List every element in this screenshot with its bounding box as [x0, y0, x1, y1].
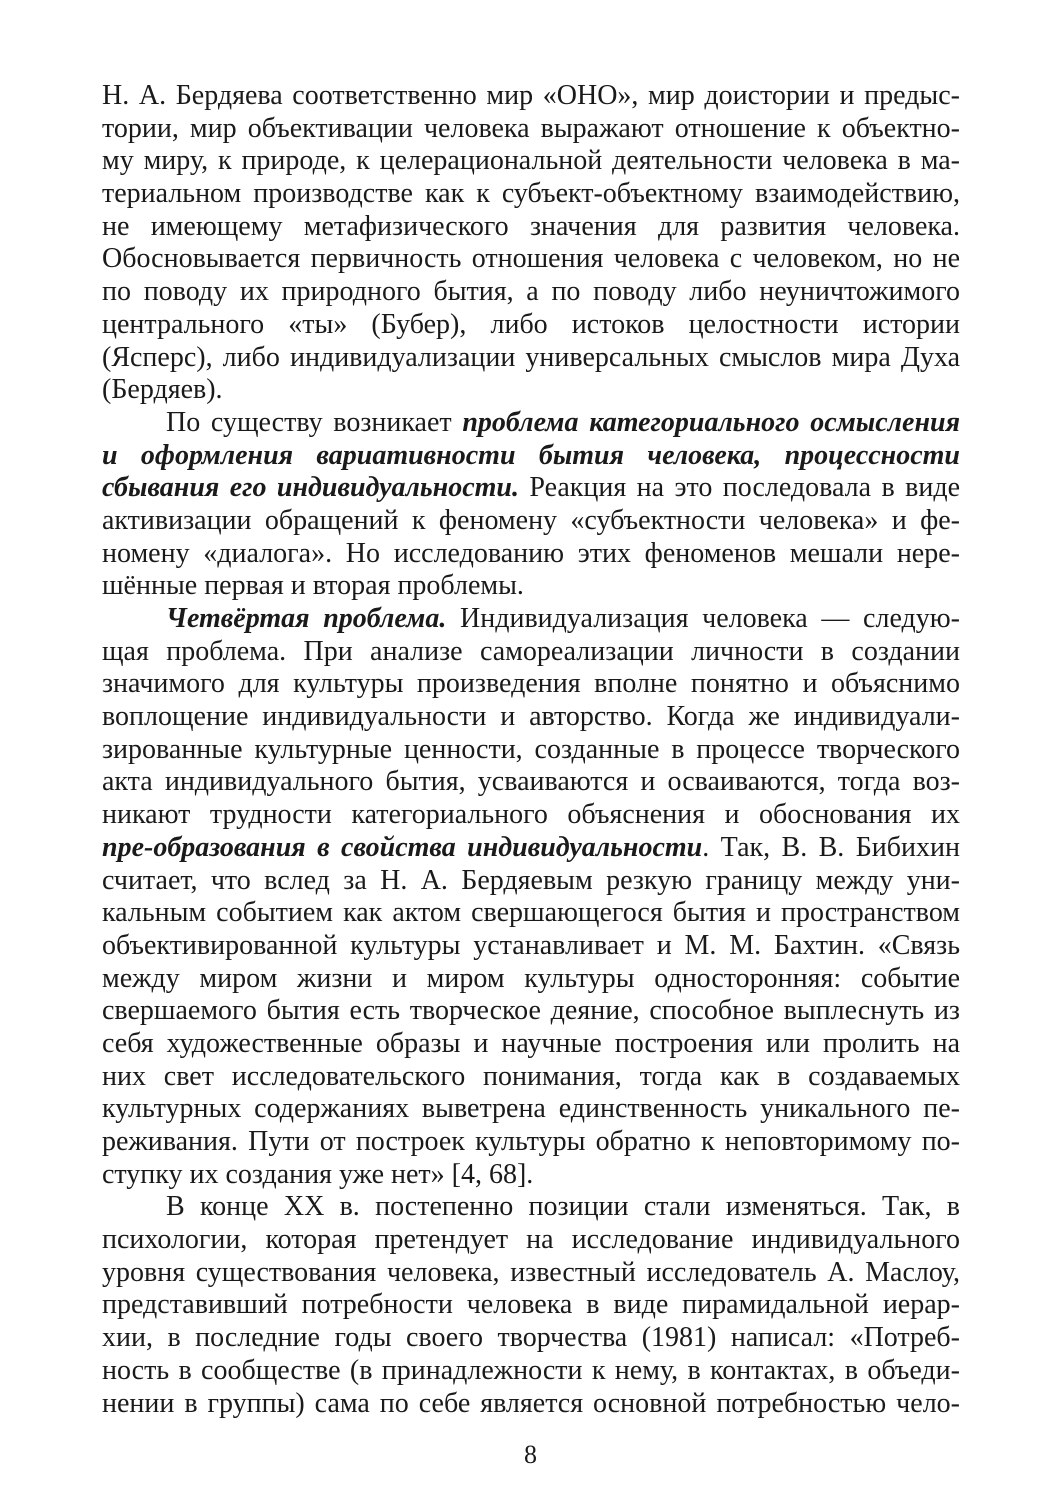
text-line: В конце XX в. постепенно позиции стали изменяться. Так, в	[166, 1191, 960, 1223]
text-line: зированные культурные ценности, созданные в процессе творческого	[102, 733, 960, 765]
plain-text: Индивидуализация человека — следую-	[446, 603, 960, 634]
text-line: уровня существования человека, известный исследователь А. Маслоу,	[102, 1256, 960, 1288]
text-line: щая проблема. При анализе самореализации личности в создании	[102, 635, 960, 667]
paragraph-3	[102, 603, 960, 1191]
text-line	[102, 472, 960, 505]
emphasis-text: пре-образования в свойства индивидуальности	[102, 831, 703, 863]
text-line	[102, 440, 960, 473]
text-line: тории, мир объективации человека выражают отношение к объектно-	[102, 112, 960, 144]
text-line: значимого для культуры произведения вполне понятно и объяснимо	[102, 668, 960, 700]
text-line: культурных содержаниях выветрена единственность уникального пе-	[102, 1093, 960, 1125]
text-line: между миром жизни и миром культуры односторонняя: событие	[102, 962, 960, 994]
paragraph-4	[102, 1191, 960, 1420]
text-line: объективированной культуры устанавливает и М. М. Бахтин. «Связь	[102, 929, 960, 961]
text-line: себя художественные образы и научные построения или пролить на	[102, 1027, 960, 1059]
text-line: свершаемого бытия есть творческое деяние, способное выплеснуть из	[102, 995, 960, 1027]
text-line: шённые первая и вторая проблемы.	[102, 570, 524, 602]
paragraph-2	[102, 407, 960, 603]
text-line: номену «диалога». Но исследованию этих феноменов мешали нере-	[102, 537, 960, 569]
text-line: никают трудности категориального объяснения и обоснования их	[102, 799, 960, 831]
text-line: ступку их создания уже нет» [4, 68].	[102, 1158, 534, 1190]
text-line: считает, что вслед за Н. А. Бердяевым резкую границу между уни-	[102, 864, 960, 896]
plain-text: . Так, В. В. Бибихин	[702, 831, 960, 863]
text-line: хии, в последние годы своего творчества (1981) написал: «Потреб-	[102, 1322, 960, 1354]
text-line: акта индивидуального бытия, усваиваются и осваиваются, тогда воз-	[102, 766, 960, 798]
text-line	[102, 407, 960, 440]
text-line: (Ясперс), либо индивидуализации универсальных смыслов мира Духа	[102, 341, 960, 373]
text-line	[102, 832, 960, 865]
text-line: центрального «ты» (Бубер), либо истоков целостности истории	[102, 308, 960, 340]
text-line: (Бердяев).	[102, 374, 223, 406]
emphasis-text: Четвёртая проблема.	[166, 603, 447, 634]
emphasis-text: проблема категориального осмысления	[462, 406, 960, 438]
page-body	[102, 80, 960, 1420]
paragraph-1	[102, 80, 960, 407]
text-line: Н. А. Бердяева соответственно мир «ОНО», мир доистории и предыс-	[102, 80, 960, 111]
plain-text: Реакция на это последовала в виде	[519, 472, 960, 504]
text-line: Обосновывается первичность отношения человека с человеком, но не	[102, 243, 960, 275]
text-line: воплощение индивидуальности и авторство. Когда же индивидуали-	[102, 701, 960, 733]
emphasis-text: сбывания его индивидуальности.	[102, 472, 519, 504]
text-line: нении в группы) сама по себе является основной потребностью чело-	[102, 1387, 960, 1419]
text-line: представивший потребности человека в виде пирамидальной иерар-	[102, 1289, 960, 1321]
text-line: му миру, к природе, к целерациональной деятельности человека в ма-	[102, 145, 960, 177]
text-line: реживания. Пути от построек культуры обратно к неповторимому по-	[102, 1126, 960, 1157]
text-line: ность в сообществе (в принадлежности к нему, в контактах, в объеди-	[102, 1354, 960, 1386]
emphasis-text: и оформления вариативности бытия человека, процессности	[102, 439, 960, 471]
page-number: 8	[524, 1440, 537, 1469]
text-line: активизации обращений к феномену «субъектности человека» и фе-	[102, 504, 960, 536]
text-line: психологии, которая претендует на исследование индивидуального	[102, 1224, 960, 1256]
text-line: них свет исследовательского понимания, тогда как в создаваемых	[102, 1060, 960, 1092]
text-line: по поводу их природного бытия, а по поводу либо неуничтожимого	[102, 276, 960, 308]
text-line: кальным событием как актом свершающегося бытия и пространством	[102, 897, 960, 929]
text-line: териальном производстве как к субъект-объектному взаимодействию,	[102, 178, 960, 210]
text-line: не имеющему метафизического значения для развития человека.	[102, 210, 960, 242]
plain-text: По существу возникает	[166, 406, 463, 438]
text-line	[102, 603, 960, 636]
